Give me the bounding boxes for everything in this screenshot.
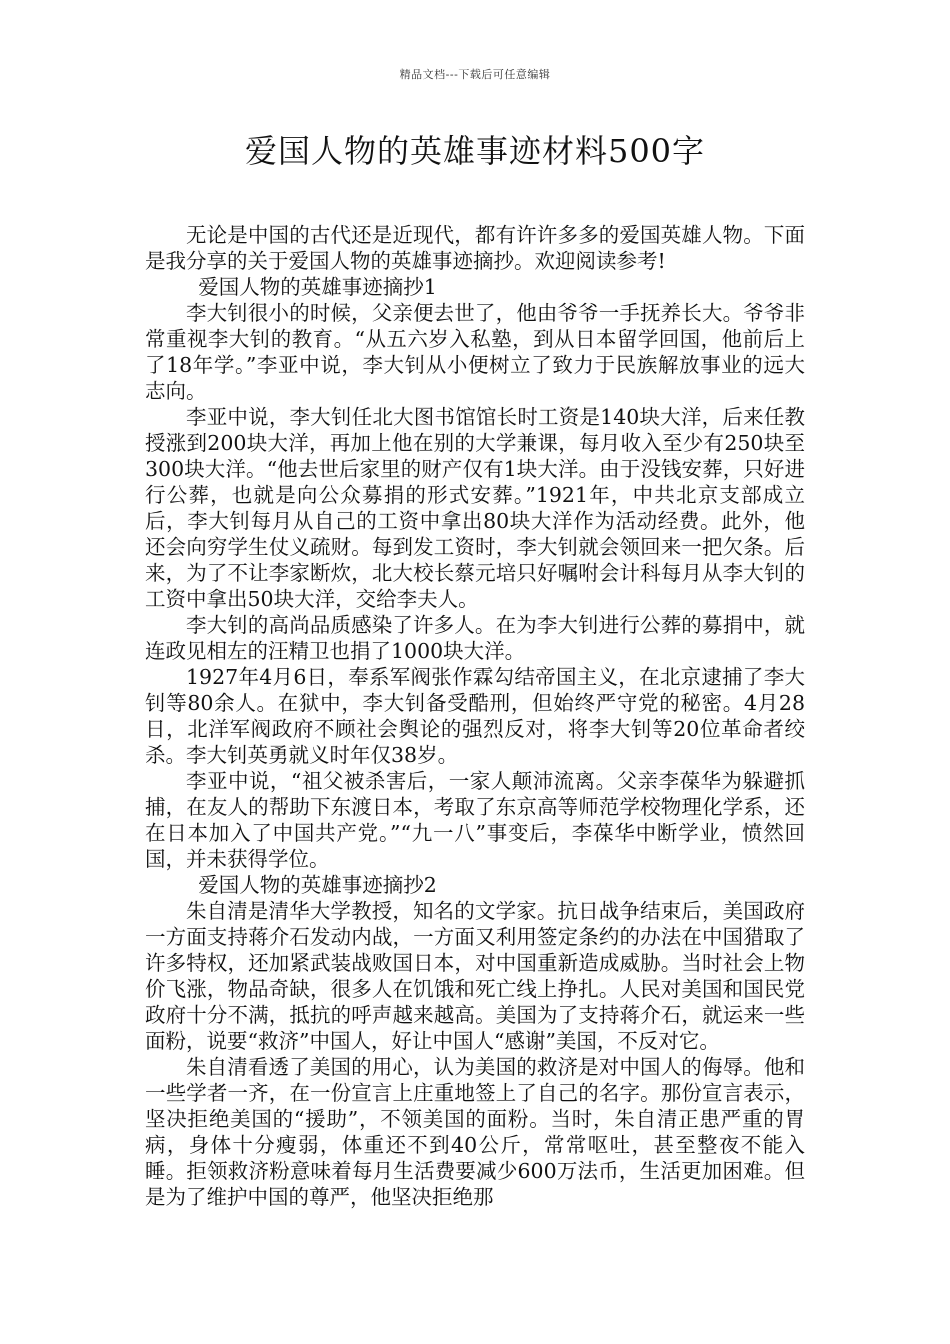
paragraph: 李大钊很小的时候，父亲便去世了，他由爷爷一手抚养长大。爷爷非常重视李大钊的教育。“从五六岁入私塾，到从日本留学回国，他前后上了18年学。”李亚中说，李大钊从小便树立了致力于民族解放事业的远大志向。 — [145, 301, 805, 403]
paragraph: 朱自清看透了美国的用心，认为美国的救济是对中国人的侮辱。他和一些学者一齐，在一份宣言上庄重地签上了自己的名字。那份宣言表示，坚决拒绝美国的“援助”，不领美国的面粉。当时，朱自清正患严重的胃病，身体十分瘦弱，体重还不到40公斤，常常呕吐，甚至整夜不能入睡。拒领救济粉意味着每月生活费要减少600万法币，生活更加困难。但是为了维护中国的尊严，他坚决拒绝那 — [145, 1055, 805, 1209]
document-title: 爱国人物的英雄事迹材料500字 — [244, 132, 706, 170]
paragraph: 李亚中说，李大钊任北大图书馆馆长时工资是140块大洋，后来任教授涨到200块大洋，再加上他在别的大学兼课，每月收入至少有250块至300块大洋。“他去世后家里的财产仅有1块大洋。由于没钱安葬，只好进行公葬，也就是向公众募捐的形式安葬。”1921年，中共北京支部成立后，李大钊每月从自己的工资中拿出80块大洋作为活动经费。此外，他还会向穷学生仗义疏财。每到发工资时，李大钊就会领回来一把欠条。后来，为了不让李家断炊，北大校长蔡元培只好嘱咐会计科每月从李大钊的工资中拿出50块大洋，交给李夫人。 — [145, 405, 805, 611]
paragraph: 李亚中说，“祖父被杀害后，一家人颠沛流离。父亲李葆华为躲避抓捕，在友人的帮助下东渡日本，考取了东京高等师范学校物理化学系，还在日本加入了中国共产党。”“九一八”事变后，李葆华中断学业，愤然回国，并未获得学位。 — [145, 769, 805, 871]
document-body — [145, 222, 805, 1210]
paragraph: 李大钊的高尚品质感染了许多人。在为李大钊进行公葬的募捐中，就连政见相左的汪精卫也捐了1000块大洋。 — [145, 613, 805, 663]
paragraph: 1927年4月6日，奉系军阀张作霖勾结帝国主义，在北京逮捕了李大钊等80余人。在狱中，李大钊备受酷刑，但始终严守党的秘密。4月28日，北洋军阀政府不顾社会舆论的强烈反对，将李大钊等20位革命者绞杀。李大钊英勇就义时年仅38岁。 — [145, 665, 805, 767]
paragraph: 朱自清是清华大学教授，知名的文学家。抗日战争结束后，美国政府一方面支持蒋介石发动内战，一方面又利用签定条约的办法在中国猎取了许多特权，还加紧武装战败国日本，对中国重新造成威胁。当时社会上物价飞涨，物品奇缺，很多人在饥饿和死亡线上挣扎。人民对美国和国民党政府十分不满，抵抗的呼声越来越高。美国为了支持蒋介石，就运来一些面粉，说要“救济”中国人，好让中国人“感谢”美国，不反对它。 — [145, 899, 805, 1053]
header-note: 精品文档---下载后可任意编辑 — [399, 68, 551, 81]
intro-paragraph: 无论是中国的古代还是近现代，都有许许多多的爱国英雄人物。下面是我分享的关于爱国人物的英雄事迹摘抄。欢迎阅读参考! — [145, 223, 805, 273]
section-heading-2: 爱国人物的英雄事迹摘抄2 — [198, 873, 437, 897]
section-heading-1: 爱国人物的英雄事迹摘抄1 — [198, 275, 437, 299]
